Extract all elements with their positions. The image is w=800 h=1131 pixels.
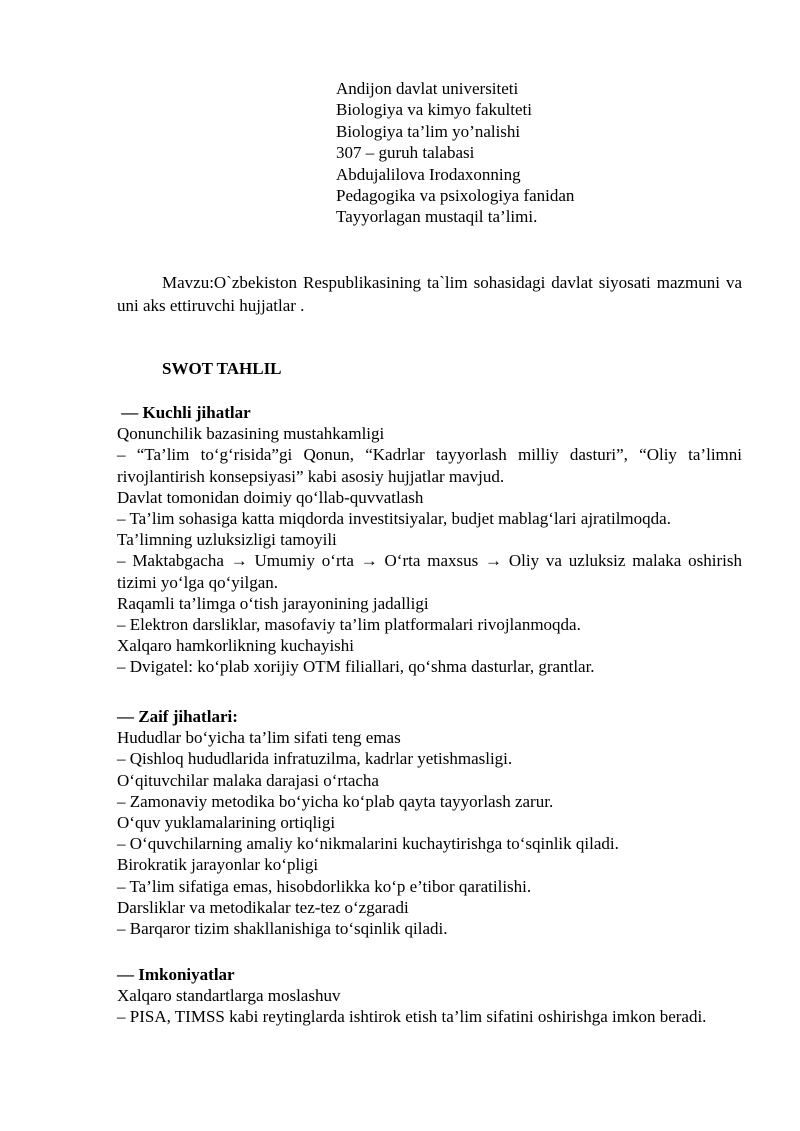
list-item: Davlat tomonidan doimiy qo‘llab-quvvatlash — [117, 487, 424, 507]
list-item: Qonunchilik bazasining mustahkamligi — [117, 424, 385, 444]
list-item: – Barqaror tizim shakllanishiga to‘sqinlik qiladi. — [117, 919, 448, 939]
program-name: Biologiya ta’lim yo’nalishi — [336, 121, 521, 141]
list-item: Xalqaro hamkorlikning kuchayishi — [117, 636, 355, 656]
strengths-heading: — Kuchli jihatlar — [117, 403, 251, 422]
opportunities-section — [117, 964, 742, 1028]
group-line: 307 – guruh talabasi — [336, 143, 475, 163]
list-item: – Ta’lim sohasiga katta miqdorda investitsiyalar, budjet mablag‘lari ajratilmoqda. — [117, 509, 671, 529]
weaknesses-heading: — Zaif jihatlari: — [117, 707, 238, 726]
list-item: – “Ta’lim to‘g‘risida”gi Qonun, “Kadrlar tayyorlash milliy dasturi”, “Oliy ta’limni rivojlantirish konsepsiyasi” kabi asosiy hujjatlar mavjud. — [117, 445, 742, 486]
list-item: O‘quv yuklamalarining ortiqligi — [117, 813, 336, 833]
list-item: O‘qituvchilar malaka darajasi o‘rtacha — [117, 770, 379, 790]
list-item: – O‘quvchilarning amaliy ko‘nikmalarini kuchaytirishga to‘sqinlik qiladi. — [117, 834, 619, 854]
list-item: – Ta’lim sifatiga emas, hisobdorlikka ko‘p e’tibor qaratilishi. — [117, 876, 532, 896]
swot-heading: SWOT TAHLIL — [162, 359, 282, 378]
list-item: Hududlar bo‘yicha ta’lim sifati teng emas — [117, 728, 401, 748]
list-item: Darsliklar va metodikalar tez-tez o‘zgaradi — [117, 897, 409, 917]
list-item: Xalqaro standartlarga moslashuv — [117, 986, 341, 1006]
list-item: – Dvigatel: ko‘plab xorijiy OTM filiallari, qo‘shma dasturlar, grantlar. — [117, 657, 595, 677]
university-name: Andijon davlat universiteti — [336, 79, 519, 98]
list-item: – Qishloq hududlarida infratuzilma, kadrlar yetishmasligi. — [117, 749, 513, 769]
title-block — [336, 78, 756, 228]
strengths-section — [117, 402, 742, 678]
list-item: Ta’limning uzluksizligi tamoyili — [117, 530, 337, 550]
faculty-name: Biologiya va kimyo fakulteti — [336, 100, 532, 120]
list-item: – PISA, TIMSS kabi reytinglarda ishtirok etish ta’lim sifatini oshirishga imkon beradi. — [117, 1007, 707, 1027]
work-type-line: Tayyorlagan mustaqil ta’limi. — [336, 207, 538, 227]
list-item: – Elektron darsliklar, masofaviy ta’lim platformalari rivojlanmoqda. — [117, 615, 581, 635]
subject-line: Pedagogika va psixologiya fanidan — [336, 186, 575, 206]
weaknesses-section — [117, 706, 742, 939]
list-item: – Zamonaviy metodika bo‘yicha ko‘plab qayta tayyorlash zarur. — [117, 791, 554, 811]
student-name: Abdujalilova Irodaxonning — [336, 164, 521, 184]
list-item: Raqamli ta’limga o‘tish jarayonining jadalligi — [117, 593, 429, 613]
list-item: Birokratik jarayonlar ko‘pligi — [117, 855, 319, 875]
opportunities-heading: — Imkoniyatlar — [117, 965, 235, 984]
topic-paragraph: Mavzu:O`zbekiston Respublikasining ta`lim sohasidagi davlat siyosati mazmuni va uni aks ettiruvchi hujjatlar . — [117, 273, 742, 315]
list-item: – Maktabgacha → Umumiy o‘rta → O‘rta maxsus → Oliy va uzluksiz malaka oshirish tizimi yo‘lga qo‘yilgan. — [117, 551, 742, 592]
